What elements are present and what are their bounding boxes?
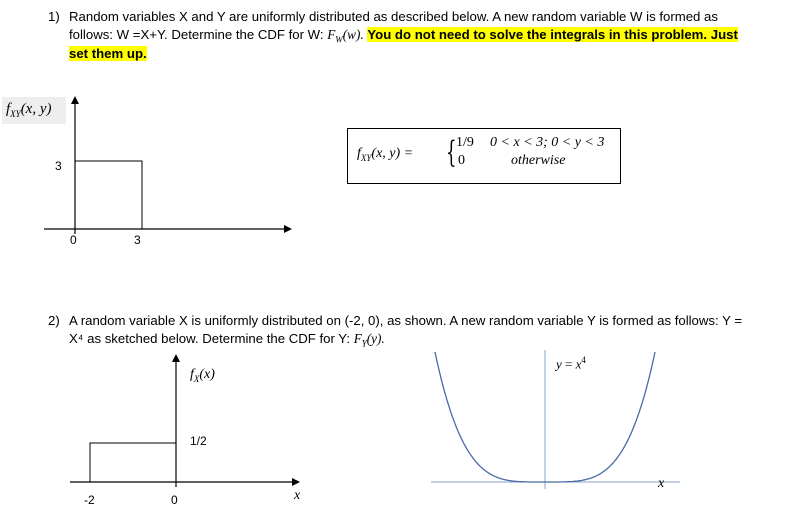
problem-1-cdf-symbol: $F_W(w)$. bbox=[327, 27, 364, 45]
p2-fx-label: $f_X(x)$ bbox=[190, 367, 215, 384]
p1-formula-case2-condition: otherwise bbox=[511, 153, 566, 168]
p1-formula-case2-value: 0 bbox=[458, 153, 465, 168]
p1-formula-lhs: $f_{XY}(x$, y) = bbox=[357, 146, 414, 163]
problem-1-line-1: Random variables X and Y are uniformly distributed as described below. A new random variable W is formed as bbox=[69, 9, 718, 24]
problem-1-highlight-1: You do not need to solve the integrals in this problem. Just bbox=[367, 27, 738, 42]
p2r-curve-label: $y = x^4$ bbox=[556, 355, 586, 372]
problem-1-y-axis-label: $f_{XY}(x$, y) bbox=[2, 97, 66, 124]
p1-y-tick-3: 3 bbox=[55, 159, 62, 173]
problem-2-line-2-text: X⁴ as sketched below. Determine the CDF for Y: bbox=[69, 331, 354, 346]
p1-formula-case1-condition: 0 < x < 3; 0 < y < 3 bbox=[490, 135, 605, 150]
p2-height-label: 1/2 bbox=[190, 434, 207, 448]
problem-2-line-1: A random variable X is uniformly distributed on (-2, 0), as shown. A new random variable Y is formed as follows: Y = bbox=[69, 313, 743, 328]
p1-x-tick-0: 0 bbox=[70, 233, 77, 247]
p2-x-tick-0: 0 bbox=[171, 493, 178, 507]
p1-formula-brace: { bbox=[446, 135, 457, 170]
problem-1-number: 1) bbox=[48, 9, 60, 24]
p2r-x-axis-label: x bbox=[658, 476, 665, 491]
problem-1-line-2-text: follows: W =X+Y. Determine the CDF for W: bbox=[69, 27, 328, 42]
p2-x-axis-label: x bbox=[294, 488, 301, 503]
p1-formula-case1-value: 1/9 bbox=[456, 135, 474, 150]
p1-x-tick-3: 3 bbox=[134, 233, 141, 247]
problem-2-cdf-symbol: $F_Y(y)$. bbox=[353, 331, 385, 349]
p2-x-tick-neg2: -2 bbox=[84, 493, 95, 507]
problem-2-number: 2) bbox=[48, 313, 60, 328]
problem-1-highlight-2: set them up. bbox=[69, 46, 147, 61]
